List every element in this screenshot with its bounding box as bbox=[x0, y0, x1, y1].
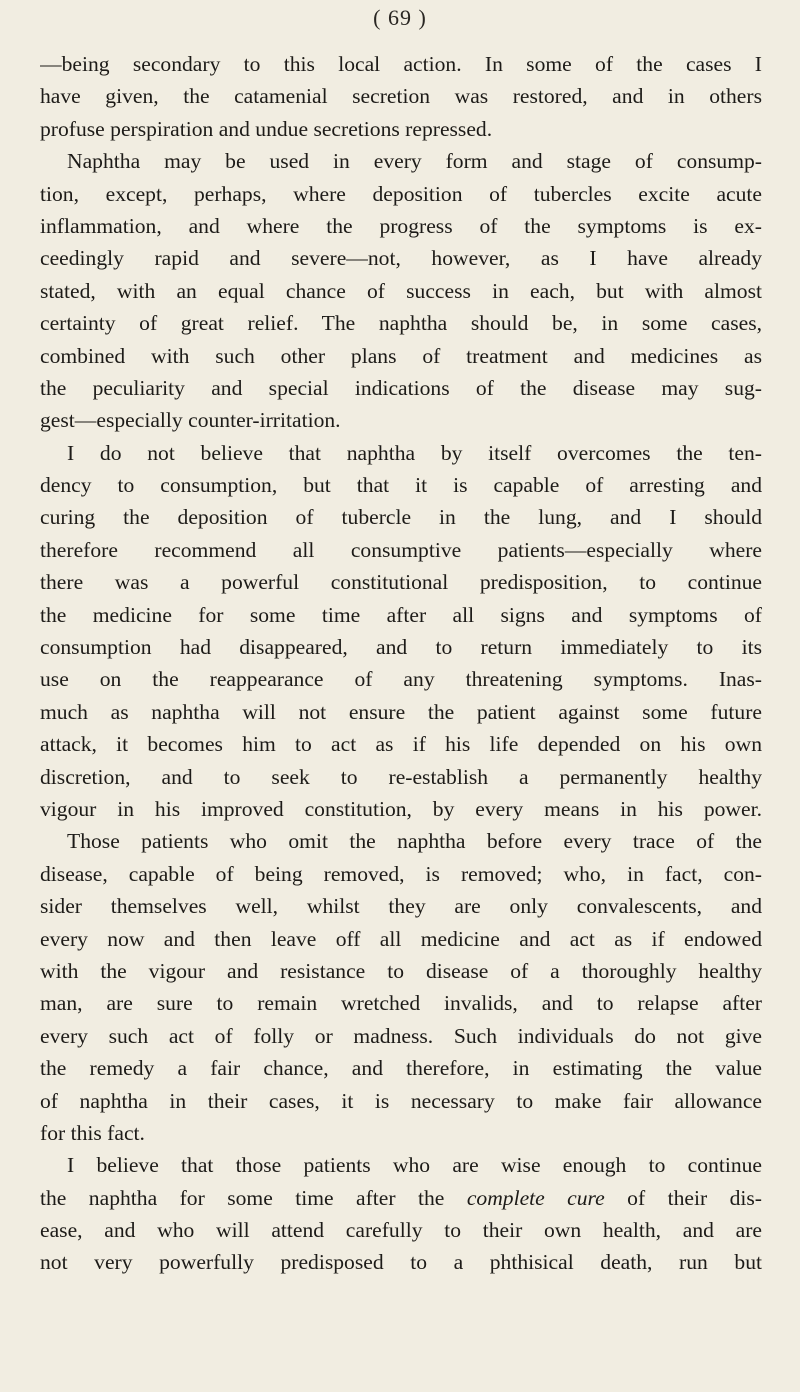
text-line: inflammation, and where the progress of the symptoms is ex- bbox=[40, 213, 762, 238]
text-line: the peculiarity and special indications of the disease may sug- bbox=[40, 375, 762, 400]
text-line: every now and then leave off all medicine and act as if endowed bbox=[40, 926, 762, 951]
text-line: the remedy a fair chance, and therefore, in estimating the value bbox=[40, 1056, 762, 1081]
text-line: ceedingly rapid and severe—not, however, as I have already bbox=[40, 246, 762, 271]
text-line: of naphtha in their cases, it is necessary to make fair allowance bbox=[40, 1088, 762, 1113]
text-line: gest—especially counter-irritation. bbox=[40, 408, 341, 433]
text-line: disease, capable of being removed, is removed; who, in fact, con- bbox=[40, 861, 762, 886]
page-number: ( 69 ) bbox=[373, 5, 427, 30]
text-line: man, are sure to remain wretched invalids, and to relapse after bbox=[40, 991, 762, 1016]
text-line: therefore recommend all consumptive patients—especially where bbox=[40, 537, 762, 562]
text-line: discretion, and to seek to re-establish a permanently healthy bbox=[40, 764, 762, 789]
text-line: use on the reappearance of any threatening symptoms. Inas- bbox=[40, 667, 762, 692]
text-line: tion, except, perhaps, where deposition of tubercles excite acute bbox=[40, 181, 762, 206]
text-line: stated, with an equal chance of success in each, but with almost bbox=[40, 278, 762, 303]
text-line: Those patients who omit the naphtha before every trace of the bbox=[67, 829, 762, 854]
italic-phrase: complete cure bbox=[466, 1185, 605, 1210]
text-line: vigour in his improved constitution, by every means in his power. bbox=[40, 796, 762, 821]
text-line: sider themselves well, whilst they are only convalescents, and bbox=[40, 894, 762, 919]
body-text bbox=[40, 48, 762, 1279]
text-line: much as naphtha will not ensure the patient against some future bbox=[40, 699, 762, 724]
text-line: with the vigour and resistance to disease of a thoroughly healthy bbox=[40, 958, 762, 983]
text-line: attack, it becomes him to act as if his life depended on his own bbox=[40, 732, 762, 757]
text-line: have given, the catamenial secretion was restored, and in others bbox=[40, 84, 762, 109]
text-segment: the naphtha for some time after the bbox=[40, 1185, 467, 1210]
text-line: certainty of great relief. The naphtha should be, in some cases, bbox=[40, 311, 762, 336]
text-line: profuse perspiration and undue secretions repressed. bbox=[40, 116, 493, 141]
text-line: I do not believe that naphtha by itself overcomes the ten- bbox=[67, 440, 762, 465]
text-line: —being secondary to this local action. In some of the cases I bbox=[40, 52, 762, 76]
text-line: every such act of folly or madness. Such individuals do not give bbox=[40, 1023, 762, 1048]
text-line-with-emphasis bbox=[40, 1182, 762, 1214]
text-line: there was a powerful constitutional predisposition, to continue bbox=[40, 570, 762, 595]
text-line: I believe that those patients who are wise enough to continue bbox=[67, 1153, 762, 1178]
text-line: dency to consumption, but that it is capable of arresting and bbox=[40, 473, 762, 498]
text-line: the medicine for some time after all signs and symptoms of bbox=[40, 602, 762, 627]
text-line: curing the deposition of tubercle in the lung, and I should bbox=[40, 505, 762, 530]
text-line: Naphtha may be used in every form and stage of consump- bbox=[67, 149, 762, 174]
text-segment: of their dis- bbox=[604, 1185, 762, 1210]
text-line: not very powerfully predisposed to a phthisical death, run but bbox=[40, 1250, 762, 1275]
text-line: ease, and who will attend carefully to their own health, and are bbox=[40, 1218, 762, 1243]
text-line: for this fact. bbox=[40, 1120, 145, 1145]
text-line: consumption had disappeared, and to return immediately to its bbox=[40, 635, 762, 660]
text-line: combined with such other plans of treatment and medicines as bbox=[40, 343, 762, 368]
